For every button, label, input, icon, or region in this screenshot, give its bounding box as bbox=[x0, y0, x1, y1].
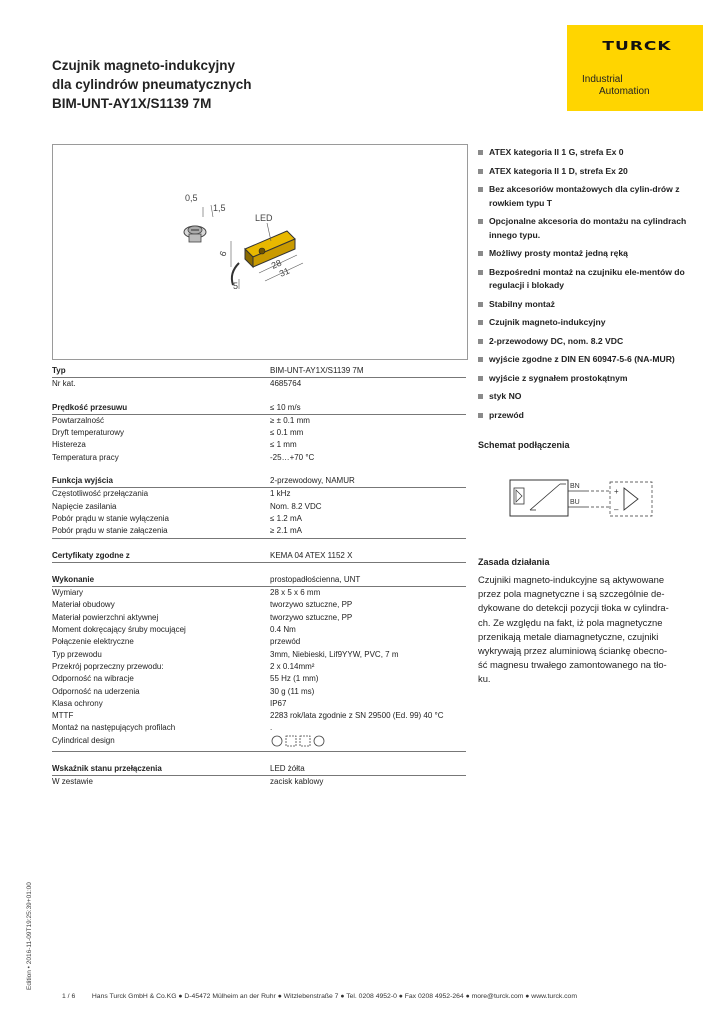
feature-item: ATEX kategoria II 1 D, strefa Ex 20 bbox=[478, 165, 688, 179]
title-line-1: Czujnik magneto-indukcyjny bbox=[52, 58, 236, 73]
bullet-square-icon bbox=[478, 187, 483, 192]
spec-row: Materiał obudowy tworzywo sztuczne, PP bbox=[52, 600, 353, 610]
sensor-dimension-drawing bbox=[53, 145, 467, 359]
feature-item: Bezpośredni montaż na czujniku ele-mentów do regulacji i blokady bbox=[478, 266, 688, 293]
spec-row: Wykonanie prostopadłościenna, UNT bbox=[52, 574, 466, 587]
bullet-square-icon bbox=[478, 320, 483, 325]
spec-row: MTTF 2283 rok/lata zgodnie z SN 29500 (Ed. 99) 40 °C bbox=[52, 711, 444, 721]
dim-label-28: 28 bbox=[269, 257, 283, 271]
dim-label-1-5: 1,5 bbox=[213, 203, 226, 213]
spec-row: Połączenie elektryczne przewód bbox=[52, 637, 301, 647]
feature-item: przewód bbox=[478, 409, 688, 423]
dim-label-6: 6 bbox=[217, 249, 229, 258]
spec-row: Przekrój poprzeczny przewodu: 2 x 0.14mm² bbox=[52, 661, 315, 671]
spec-row: Wymiary 28 x 5 x 6 mm bbox=[52, 588, 321, 598]
feature-item: Bez akcesoriów montażowych dla cylin-drów z rowkiem typu T bbox=[478, 183, 688, 210]
bullet-square-icon bbox=[478, 339, 483, 344]
spec-row: Pobór prądu w stanie załączenia ≥ 2.1 mA bbox=[52, 525, 466, 538]
spec-row: Histereza ≤ 1 mm bbox=[52, 440, 297, 450]
feature-item: ATEX kategoria II 1 G, strefa Ex 0 bbox=[478, 146, 688, 160]
plus-label: + bbox=[614, 487, 619, 496]
bullet-square-icon bbox=[478, 150, 483, 155]
bullet-square-icon bbox=[478, 169, 483, 174]
feature-item: Możliwy prosty montaż jedną ręką bbox=[478, 247, 688, 261]
edition-stamp: Edition • 2016-11-09T19:25:39+01:00 bbox=[26, 882, 33, 990]
spec-row: W zestawie zacisk kablowy bbox=[52, 777, 324, 787]
wiring-diagram bbox=[478, 470, 668, 526]
spec-row: Funkcja wyjścia 2-przewodowy, NAMUR bbox=[52, 475, 466, 488]
screw-icon bbox=[184, 226, 206, 242]
principle-title: Zasada działania bbox=[478, 557, 550, 567]
spec-row: Częstotliwość przełączania 1 kHz bbox=[52, 489, 291, 499]
bullet-square-icon bbox=[478, 302, 483, 307]
bullet-square-icon bbox=[478, 270, 483, 275]
dim-label-5: 5 bbox=[233, 281, 239, 291]
led-label: LED bbox=[255, 213, 273, 223]
logo-sub-industrial: Industrial bbox=[582, 74, 623, 85]
bullet-square-icon bbox=[478, 357, 483, 362]
page-footer bbox=[62, 993, 577, 1000]
spec-row: Napięcie zasilania Nom. 8.2 VDC bbox=[52, 501, 322, 511]
page-number: 1 / 6 bbox=[62, 993, 76, 1000]
spec-row: Certyfikaty zgodne z KEMA 04 ATEX 1152 X bbox=[52, 550, 466, 563]
feature-item: Czujnik magneto-indukcyjny bbox=[478, 316, 688, 330]
spec-row: Typ przewodu 3mm, Niebieski, Lif9YYW, PVC, 7 m bbox=[52, 649, 399, 659]
bullet-square-icon bbox=[478, 219, 483, 224]
turck-logo bbox=[567, 25, 703, 111]
dim-label-31: 31 bbox=[277, 265, 291, 279]
spec-row: Montaż na następujących profilach . bbox=[52, 723, 273, 733]
spec-row: Prędkość przesuwu ≤ 10 m/s bbox=[52, 402, 466, 415]
feature-item: 2-przewodowy DC, nom. 8.2 VDC bbox=[478, 335, 688, 349]
title-line-3: BIM-UNT-AY1X/S1139 7M bbox=[52, 96, 212, 111]
bullet-square-icon bbox=[478, 413, 483, 418]
spec-row: Moment dokręcający śruby mocującej 0.4 Nm bbox=[52, 625, 296, 635]
cylinder-profile-icons bbox=[270, 735, 326, 749]
logo-brand: TURCK bbox=[602, 38, 672, 54]
title-line-2: dla cylindrów pneumatycznych bbox=[52, 77, 252, 92]
feature-item: styk NO bbox=[478, 390, 688, 404]
logo-sub-automation: Automation bbox=[599, 86, 650, 97]
spec-row: Odporność na uderzenia 30 g (11 ms) bbox=[52, 686, 315, 696]
spec-row: Temperatura pracy -25…+70 °C bbox=[52, 452, 315, 462]
wire-bu-label: BU bbox=[570, 499, 580, 506]
bullet-square-icon bbox=[478, 394, 483, 399]
spec-row: Dryft temperaturowy ≤ 0.1 mm bbox=[52, 428, 304, 438]
spec-row: Nr kat. 4685764 bbox=[52, 379, 302, 389]
footer-contact: Hans Turck GmbH & Co.KG ● D-45472 Mülheim an der Ruhr ● Witzlebenstraße 7 ● Tel. 0208 4952-0 ● Fax 0208 4952-264 ● more@turck.com ● www.turck.com bbox=[91, 993, 577, 1000]
spec-table bbox=[52, 365, 466, 788]
spec-row: Klasa ochrony IP67 bbox=[52, 698, 287, 708]
feature-item: Stabilny montaż bbox=[478, 298, 688, 312]
feature-item: Opcjonalne akcesoria do montażu na cylindrach innego typu. bbox=[478, 215, 688, 242]
principle-text: Czujniki magneto-indukcyjne są aktywowane przez pola magnetyczne i są szczególnie de- dykowane do detekcji pozycji tłoka w cylindra- ch. Ze względu na fakt, iż pola magnetyczne przenikają metale diamagnetyczne, czujniki wykrywają przez aluminiową ściankę obecno- ść magnesu trwałego zamontowanego na tło- ku. bbox=[478, 574, 669, 685]
spec-row: Odporność na wibracje 55 Hz (1 mm) bbox=[52, 674, 319, 684]
feature-list bbox=[478, 146, 688, 427]
minus-label: – bbox=[614, 505, 619, 514]
product-drawing-frame bbox=[52, 144, 468, 360]
spec-row: Wskaźnik stanu przełączenia LED żółta bbox=[52, 763, 466, 776]
wire-bn-label: BN bbox=[570, 483, 580, 490]
bullet-square-icon bbox=[478, 376, 483, 381]
wiring-title: Schemat podłączenia bbox=[478, 440, 570, 450]
dim-label-0-5: 0,5 bbox=[185, 193, 198, 203]
document-title bbox=[52, 56, 252, 113]
spec-row: Typ BIM-UNT-AY1X/S1139 7M bbox=[52, 365, 466, 378]
spec-row: Cylindrical design bbox=[52, 735, 466, 752]
feature-item: wyjście zgodne z DIN EN 60947-5-6 (NA-MUR) bbox=[478, 353, 688, 367]
spec-row: Materiał powierzchni aktywnej tworzywo sztuczne, PP bbox=[52, 612, 353, 622]
feature-item: wyjście z sygnałem prostokątnym bbox=[478, 372, 688, 386]
spec-row: Pobór prądu w stanie wyłączenia ≤ 1.2 mA bbox=[52, 513, 302, 523]
bullet-square-icon bbox=[478, 251, 483, 256]
spec-row: Powtarzalność ≥ ± 0.1 mm bbox=[52, 415, 310, 425]
